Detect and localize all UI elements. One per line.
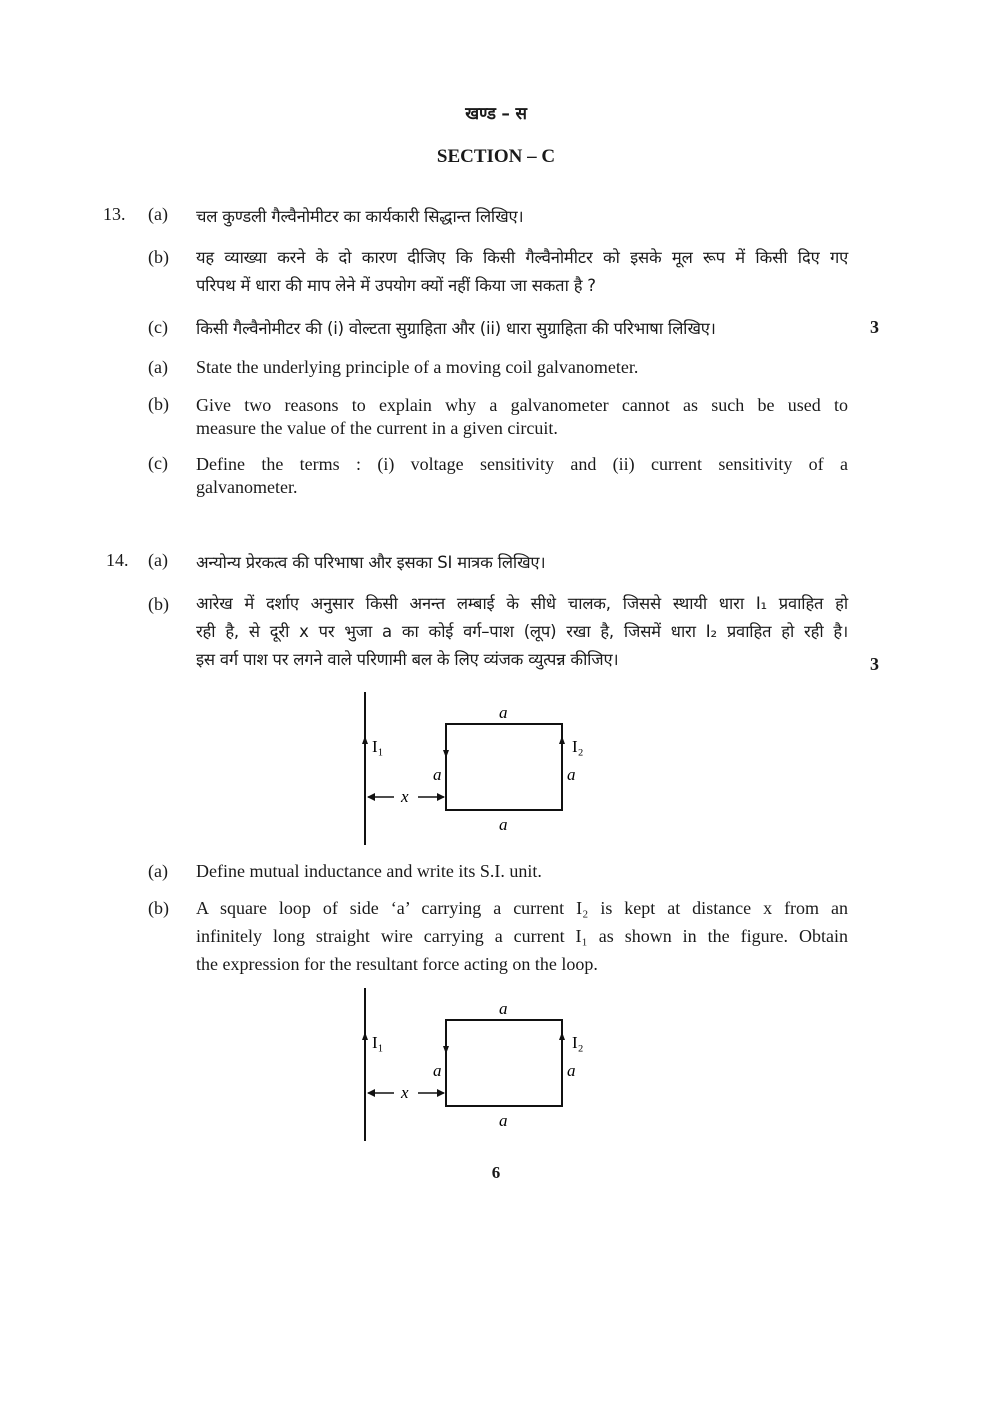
wire-current-label: I₁ — [372, 737, 384, 756]
loop-current-label: I₂ — [572, 1033, 584, 1052]
loop-down-arrow-icon — [443, 1046, 449, 1054]
q13-eng-b-text — [196, 394, 848, 440]
q14-hindi-b-line1: आरेख में दर्शाए अनुसार किसी अनन्त लम्बाई के सीधे चालक, जिससे स्थायी धारा I₁ प्रवाहित हो — [196, 594, 848, 613]
q13-hindi-b-line2: परिपथ में धारा की माप लेने में उपयोग क्यों नहीं किया जा सकता है ? — [196, 276, 596, 295]
section-heading-english: SECTION – C — [436, 146, 556, 167]
distance-label: x — [401, 787, 409, 806]
bottom-side-label: a — [499, 1111, 508, 1130]
q13-hindi-b-text — [196, 244, 848, 300]
q13-marks: 3 — [870, 317, 879, 337]
q14-eng-a-text: Define mutual inductance and write its S.I. unit. — [196, 861, 542, 881]
question-13-number: 13. — [103, 204, 126, 224]
wire-current-arrow-icon — [362, 736, 368, 744]
section-heading-hindi: खण्ड – स — [465, 104, 527, 124]
q14-eng-a-label: (a) — [148, 861, 168, 881]
q14-hindi-b-label: (b) — [148, 594, 169, 614]
q14-hindi-b-line2: रही है, से दूरी x पर भुजा a का कोई वर्ग–पाश (लूप) रखा है, जिसमें धारा I₂ प्रवाहित हो रही है। — [196, 622, 848, 641]
q14-hindi-a-label: (a) — [148, 550, 168, 570]
square-loop — [446, 724, 562, 810]
distance-label: x — [401, 1083, 409, 1102]
top-side-label: a — [499, 999, 508, 1018]
q13-hindi-a-text: चल कुण्डली गैल्वैनोमीटर का कार्यकारी सिद्धान्त लिखिए। — [196, 207, 524, 226]
q14-hindi-b-line3: इस वर्ग पाश पर लगने वाले परिणामी बल के लिए व्यंजक व्युत्पन्न कीजिए। — [196, 650, 619, 669]
loop-current-label: I₂ — [572, 737, 584, 756]
q14-eng-b-text — [196, 894, 848, 978]
distance-left-arrow-icon — [367, 793, 375, 801]
q13-hindi-b-line1: यह व्याख्या करने के दो कारण दीजिए कि किसी गैल्वैनोमीटर को इसके मूल रूप में किसी दिए गए — [196, 248, 848, 267]
q13-eng-c-label: (c) — [148, 453, 168, 473]
square-loop — [446, 1020, 562, 1106]
q14-hindi-a-text: अन्योन्य प्रेरकत्व की परिभाषा और इसका SI मात्रक लिखिए। — [196, 553, 546, 572]
q13-eng-c-text — [196, 453, 848, 499]
q14-eng-b-line3: the expression for the resultant force acting on the loop. — [196, 954, 598, 974]
q13-eng-b-line1: Give two reasons to explain why a galvanometer cannot as such be used to — [196, 395, 848, 415]
wire-current-label: I₁ — [372, 1033, 384, 1052]
q14-marks: 3 — [870, 654, 879, 674]
q14-eng-b-line1: A square loop of side ‘a’ carrying a current I₂ is kept at distance x from an — [196, 898, 848, 918]
q13-eng-a-label: (a) — [148, 357, 168, 377]
distance-right-arrow-icon — [437, 793, 445, 801]
q13-hindi-c-label: (c) — [148, 317, 168, 337]
left-side-label: a — [433, 1061, 442, 1080]
q13-hindi-c-text: किसी गैल्वैनोमीटर की (i) वोल्टता सुग्राहिता और (ii) धारा सुग्राहिता की परिभाषा लिखिए। — [196, 319, 716, 338]
q13-eng-b-label: (b) — [148, 394, 169, 414]
q13-eng-c-line2: galvanometer. — [196, 477, 298, 497]
right-side-label: a — [567, 765, 576, 784]
page-number: 6 — [491, 1163, 501, 1182]
q14-hindi-b-text — [196, 590, 848, 674]
loop-down-arrow-icon — [443, 750, 449, 758]
question-14-number: 14. — [106, 550, 129, 570]
q13-hindi-b-label: (b) — [148, 247, 169, 267]
q14-eng-b-line2: infinitely long straight wire carrying a current I₁ as shown in the figure. Obtain — [196, 926, 848, 946]
wire-current-arrow-icon — [362, 1032, 368, 1040]
bottom-side-label: a — [499, 815, 508, 834]
loop-up-arrow-icon — [559, 1032, 565, 1040]
right-side-label: a — [567, 1061, 576, 1080]
loop-wire-figure-2 — [350, 986, 610, 1146]
q13-eng-c-line1: Define the terms : (i) voltage sensitivity and (ii) current sensitivity of a — [196, 454, 848, 474]
top-side-label: a — [499, 703, 508, 722]
left-side-label: a — [433, 765, 442, 784]
loop-wire-figure-1 — [350, 690, 610, 850]
q13-hindi-a-label: (a) — [148, 204, 168, 224]
loop-up-arrow-icon — [559, 736, 565, 744]
q13-eng-a-text: State the underlying principle of a moving coil galvanometer. — [196, 357, 639, 377]
distance-left-arrow-icon — [367, 1089, 375, 1097]
q13-eng-b-line2: measure the value of the current in a given circuit. — [196, 418, 558, 438]
q14-eng-b-label: (b) — [148, 898, 169, 918]
distance-right-arrow-icon — [437, 1089, 445, 1097]
